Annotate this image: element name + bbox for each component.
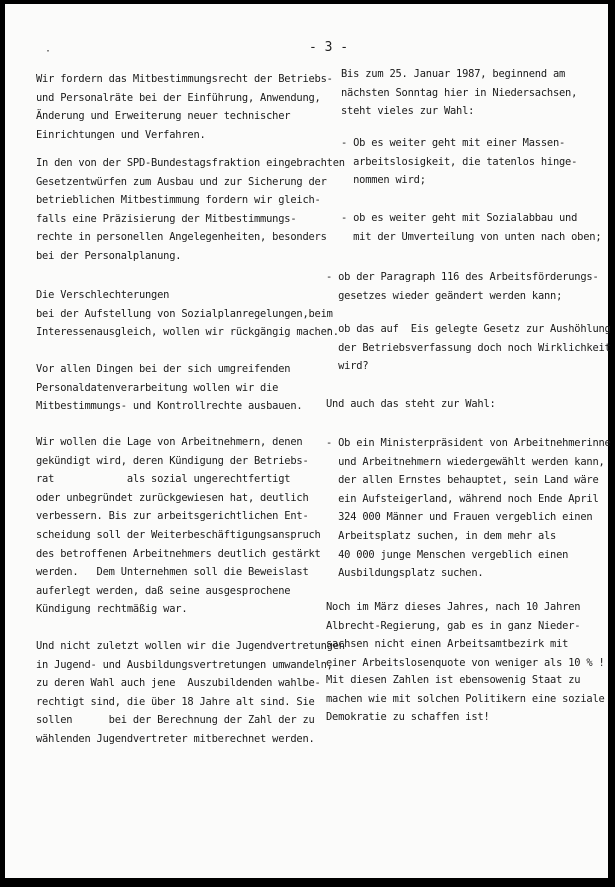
text-line: wird? bbox=[326, 360, 369, 373]
right-paragraph-6 bbox=[326, 395, 496, 414]
text-line: arbeitslosigkeit, die tatenlos hinge- bbox=[341, 155, 578, 168]
text-line: falls eine Präzisierung der Mitbestimmungs- bbox=[36, 212, 297, 225]
text-line: Interessenausgleich, wollen wir rückgängig machen. bbox=[36, 326, 339, 339]
text-line: Vor allen Dingen bei der sich umgreifenden bbox=[36, 363, 291, 375]
text-line: mit der Umverteilung von unten nach oben; bbox=[341, 230, 602, 243]
text-line: 324 000 Männer und Frauen vergeblich einen bbox=[326, 511, 593, 524]
text-line: oder unbegründet zurückgewiesen hat, deutlich bbox=[36, 491, 309, 504]
text-line: nommen wird; bbox=[341, 174, 426, 187]
text-line: Die Verschlechterungen bbox=[36, 289, 170, 301]
text-line: machen wie mit solchen Politikern eine soziale bbox=[326, 692, 605, 705]
text-line: sollen bei der Berechnung der Zahl der zu bbox=[36, 714, 315, 727]
text-line: und Personalräte bei der Einführung, Anwendung, bbox=[36, 91, 321, 104]
text-line: Demokratie zu schaffen ist! bbox=[326, 711, 490, 724]
text-line: - ob das auf Eis gelegte Gesetz zur Aushöhlung bbox=[326, 323, 611, 335]
text-line: steht vieles zur Wahl: bbox=[341, 105, 475, 118]
text-line: betrieblichen Mitbestimmung fordern wir gleich- bbox=[36, 194, 321, 207]
right-paragraph-7 bbox=[326, 434, 611, 583]
text-line: nächsten Sonntag hier in Niedersachsen, bbox=[341, 86, 578, 99]
text-line: Einrichtungen und Verfahren. bbox=[36, 128, 206, 141]
text-line: der allen Ernstes behauptet, sein Land wäre bbox=[326, 474, 599, 487]
left-paragraph-5 bbox=[36, 433, 321, 619]
page-number: - 3 - bbox=[309, 40, 349, 55]
text-line: rechtigt sind, die über 18 Jahre alt sind. Sie bbox=[36, 695, 315, 708]
text-line: verbessern. Bis zur arbeitsgerichtlichen Ent- bbox=[36, 510, 309, 523]
right-paragraph-3 bbox=[341, 209, 601, 246]
right-paragraph-2 bbox=[341, 134, 577, 190]
text-line: Mit diesen Zahlen ist ebensowenig Staat zu bbox=[326, 674, 581, 686]
text-line: - ob der Paragraph 116 des Arbeitsförderungs- bbox=[326, 271, 599, 283]
text-line: Und auch das steht zur Wahl: bbox=[326, 398, 496, 410]
text-line: werden. Dem Unternehmen soll die Beweislast bbox=[36, 566, 309, 579]
text-line: Mitbestimmungs- und Kontrollrechte ausbauen. bbox=[36, 400, 303, 413]
text-line: auferlegt werden, daß seine ausgesprochene bbox=[36, 584, 291, 597]
text-line: in Jugend- und Ausbildungsvertretungen umwandeln, bbox=[36, 658, 333, 671]
text-line: zu deren Wahl auch jene Auszubildenden wahlbe- bbox=[36, 677, 321, 690]
text-line: des betroffenen Arbeitnehmers deutlich gestärkt bbox=[36, 547, 321, 560]
left-paragraph-6 bbox=[36, 637, 345, 749]
text-line: Arbeitsplatz suchen, in dem mehr als bbox=[326, 529, 557, 542]
left-paragraph-2 bbox=[36, 154, 345, 266]
text-line: bei der Personalplanung. bbox=[36, 249, 182, 262]
right-paragraph-8 bbox=[326, 598, 605, 672]
text-line: Gesetzentwürfen zum Ausbau und zur Sicherung der bbox=[36, 175, 327, 188]
text-line: ein Aufsteigerland, während noch Ende April bbox=[326, 492, 599, 505]
text-line: gekündigt wird, deren Kündigung der Betriebs- bbox=[36, 454, 309, 467]
text-line: Kündigung rechtmäßig war. bbox=[36, 603, 188, 616]
text-line: einer Arbeitslosenquote von weniger als 10 % ! bbox=[326, 656, 605, 669]
text-line: der Betriebsverfassung doch noch Wirklichkeit bbox=[326, 341, 611, 354]
right-paragraph-5 bbox=[326, 320, 611, 376]
text-line: Ausbildungsplatz suchen. bbox=[326, 567, 484, 580]
text-line: Und nicht zuletzt wollen wir die Jugendvertretungen bbox=[36, 640, 345, 652]
text-line: wählenden Jugendvertreter mitberechnet werden. bbox=[36, 732, 315, 745]
left-paragraph-1 bbox=[36, 70, 333, 144]
right-paragraph-4 bbox=[326, 268, 599, 305]
text-line: Noch im März dieses Jahres, nach 10 Jahren bbox=[326, 601, 581, 613]
text-line: Wir fordern das Mitbestimmungsrecht der Betriebs- bbox=[36, 73, 333, 85]
scan-speck-marks: · bbox=[45, 46, 52, 57]
text-line: Wir wollen die Lage von Arbeitnehmern, denen bbox=[36, 436, 303, 448]
text-line: sachsen nicht einen Arbeitsamtbezirk mit bbox=[326, 638, 569, 651]
text-line: Albrecht-Regierung, gab es in ganz Nieder- bbox=[326, 619, 581, 632]
text-line: scheidung soll der Weiterbeschäftigungsanspruch bbox=[36, 528, 321, 541]
right-paragraph-1 bbox=[341, 65, 577, 121]
text-line: 40 000 junge Menschen vergeblich einen bbox=[326, 548, 569, 561]
text-line: - ob es weiter geht mit Sozialabbau und bbox=[341, 212, 578, 224]
right-paragraph-9 bbox=[326, 671, 605, 727]
left-paragraph-3 bbox=[36, 286, 339, 342]
document-page bbox=[5, 4, 611, 878]
text-line: - Ob ein Ministerpräsident von Arbeitnehmerinne bbox=[326, 437, 611, 449]
text-line: bei der Aufstellung von Sozialplanregelungen,beim bbox=[36, 307, 333, 320]
text-line: Änderung und Erweiterung neuer technischer bbox=[36, 110, 291, 123]
left-paragraph-4 bbox=[36, 360, 302, 416]
text-line: In den von der SPD-Bundestagsfraktion eingebrachten bbox=[36, 157, 345, 169]
text-line: rat als sozial ungerechtfertigt bbox=[36, 473, 291, 486]
text-line: und Arbeitnehmern wiedergewählt werden kann, bbox=[326, 455, 605, 468]
text-line: - Ob es weiter geht mit einer Massen- bbox=[341, 137, 566, 149]
text-line: gesetzes wieder geändert werden kann; bbox=[326, 289, 563, 302]
text-line: Personaldatenverarbeitung wollen wir die bbox=[36, 381, 279, 394]
text-line: Bis zum 25. Januar 1987, beginnend am bbox=[341, 68, 566, 80]
text-line: rechte in personellen Angelegenheiten, besonders bbox=[36, 231, 327, 244]
